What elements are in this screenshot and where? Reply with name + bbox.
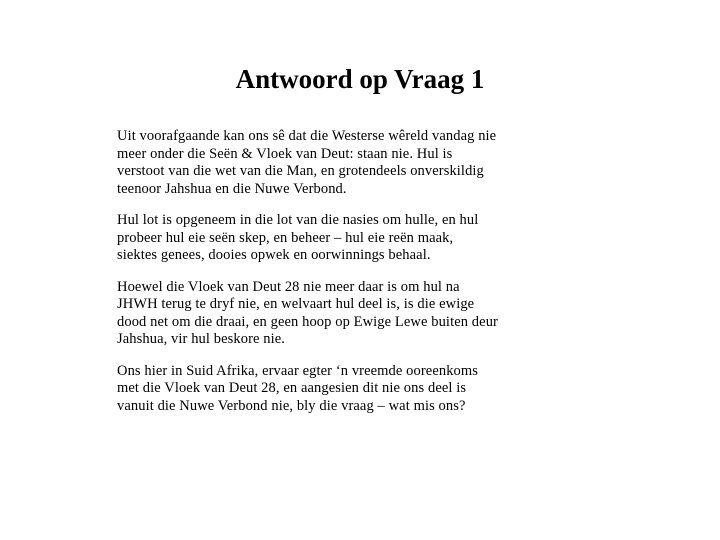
paragraph-line: Uit voorafgaande kan ons sê dat die Westerse wêreld vandag nie xyxy=(117,128,497,144)
paragraph-1 xyxy=(117,128,597,198)
paragraph-line: Ons hier in Suid Afrika, ervaar egter ‘n vreemde ooreenkoms xyxy=(117,362,479,379)
paragraph-line: vanuit die Nuwe Verbond nie, bly die vraag – wat mis ons? xyxy=(117,397,466,414)
paragraph-2 xyxy=(117,212,597,265)
paragraph-line: Hoewel die Vloek van Deut 28 nie meer daar is om hul na xyxy=(117,278,460,295)
paragraph-line: Hul lot is opgeneem in die lot van die nasies om hulle, en hul xyxy=(117,212,479,228)
paragraph-line: JHWH terug te dryf nie, en welvaart hul deel is, is die ewige xyxy=(117,296,475,312)
paragraph-line: dood net om die draai, en geen hoop op Ewige Lewe buiten deur xyxy=(117,313,498,330)
paragraph-line: verstoot van die wet van die Man, en grotendeels onverskildig xyxy=(117,163,484,179)
paragraph-line: siektes genees, dooies opwek en oorwinnings behaal. xyxy=(117,247,431,263)
paragraph-3 xyxy=(117,279,597,349)
slide-body xyxy=(117,128,597,429)
paragraph-line: Jahshua, vir hul beskore nie. xyxy=(117,331,286,347)
paragraph-line: probeer hul eie seën skep, en beheer – hul eie reën maak, xyxy=(117,229,454,246)
paragraph-4 xyxy=(117,363,597,416)
paragraph-line: met die Vloek van Deut 28, en aangesien dit nie ons deel is xyxy=(117,380,467,396)
paragraph-line: teenoor Jahshua en die Nuwe Verbond. xyxy=(117,180,347,197)
slide-title: Antwoord op Vraag 1 xyxy=(235,64,485,94)
paragraph-line: meer onder die Seën & Vloek van Deut: staan nie. Hul is xyxy=(117,145,453,162)
